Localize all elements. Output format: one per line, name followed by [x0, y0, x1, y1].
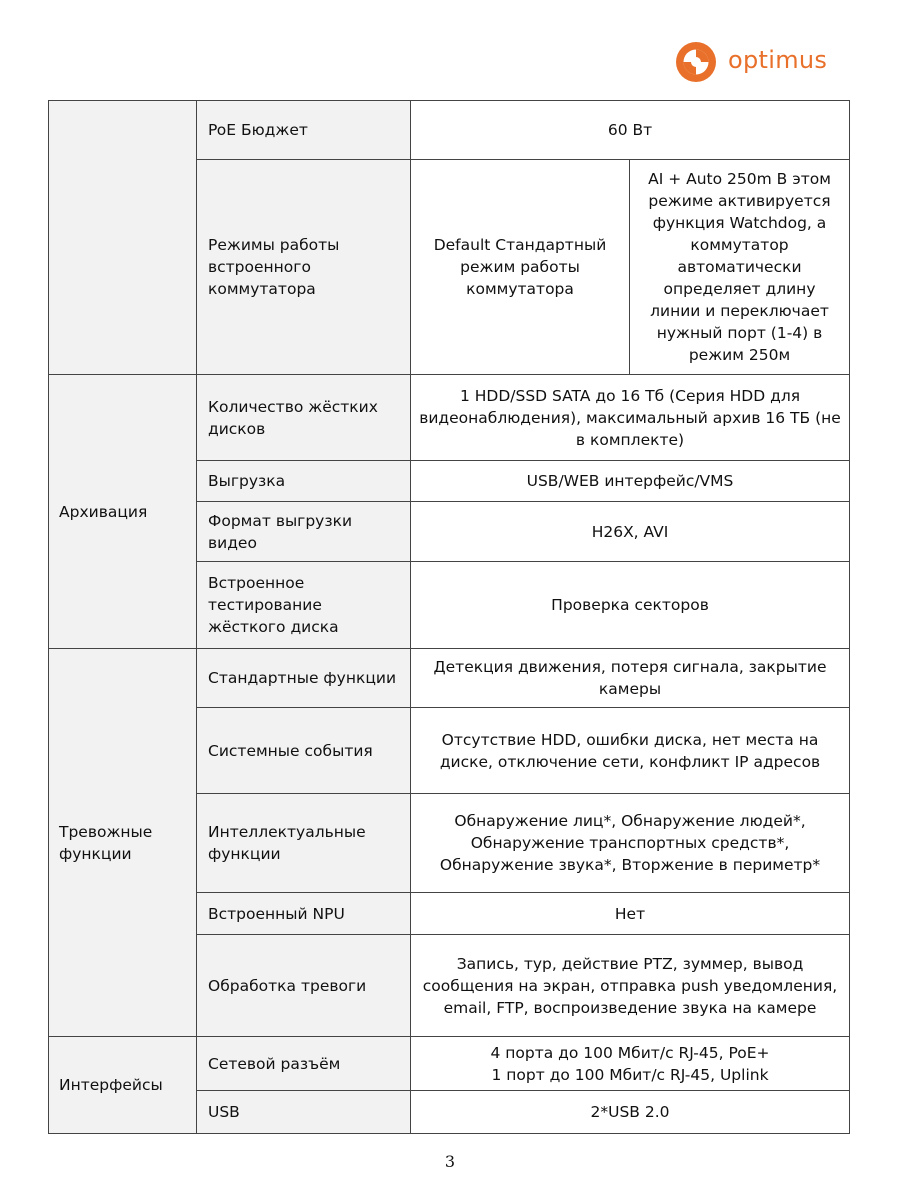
param-label: PoE Бюджет — [197, 101, 411, 160]
param-label: Выгрузка — [197, 461, 411, 502]
param-value-line: 4 порта до 100 Мбит/с RJ-45, PoE+ — [490, 1043, 770, 1062]
param-label: Интеллектуальные функции — [197, 794, 411, 893]
param-value: Обнаружение лиц*, Обнаружение людей*, Обнаружение транспортных средств*, Обнаружение звука*, Вторжение в периметр* — [411, 794, 850, 893]
param-value: Нет — [411, 893, 850, 935]
table-row — [49, 1037, 850, 1091]
page-number: 3 — [444, 1152, 456, 1171]
param-label: Сетевой разъём — [197, 1037, 411, 1091]
brand-logo — [674, 40, 827, 84]
brand-name: optimus — [728, 46, 828, 74]
param-value: 2*USB 2.0 — [411, 1091, 850, 1134]
param-label: Режимы работы встроенного коммутатора — [197, 160, 411, 375]
table-row — [49, 649, 850, 708]
group-label-alarms: Тревожные функции — [49, 649, 197, 1037]
group-cell-empty — [49, 101, 197, 375]
param-value: Детекция движения, потеря сигнала, закрытие камеры — [411, 649, 850, 708]
param-label: Количество жёстких дисков — [197, 375, 411, 461]
param-label: Стандартные функции — [197, 649, 411, 708]
table-row — [49, 375, 850, 461]
param-label: Встроенный NPU — [197, 893, 411, 935]
group-label-interfaces: Интерфейсы — [49, 1037, 197, 1134]
spec-table — [48, 100, 850, 1134]
param-label: Системные события — [197, 708, 411, 794]
param-label: USB — [197, 1091, 411, 1134]
param-value-line: 1 порт до 100 Мбит/с RJ-45, Uplink — [491, 1065, 769, 1084]
param-value: 1 HDD/SSD SATA до 16 Тб (Серия HDD для видеонаблюдения), максимальный архив 16 ТБ (не в комплекте) — [411, 375, 850, 461]
param-value: Проверка секторов — [411, 562, 850, 649]
param-value: H26X, AVI — [411, 502, 850, 562]
param-value: 60 Вт — [411, 101, 850, 160]
param-value: USB/WEB интерфейс/VMS — [411, 461, 850, 502]
param-label: Формат выгрузки видео — [197, 502, 411, 562]
param-value: Запись, тур, действие PTZ, зуммер, вывод сообщения на экран, отправка push уведомления, email, FTP, воспроизведение звука на камере — [411, 935, 850, 1037]
param-label: Обработка тревоги — [197, 935, 411, 1037]
param-value — [411, 1037, 850, 1091]
group-label-archiving: Архивация — [49, 375, 197, 649]
param-value-default-mode: Default Стандартный режим работы коммутатора — [411, 160, 630, 375]
param-label: Встроенное тестирование жёсткого диска — [197, 562, 411, 649]
optimus-logo-icon — [674, 40, 718, 84]
param-value-ai-mode: AI + Auto 250m В этом режиме активируется функция Watchdog, а коммутатор автоматически определяет длину линии и переключает нужный порт (1-4) в режим 250м — [630, 160, 850, 375]
table-row — [49, 101, 850, 160]
param-value: Отсутствие HDD, ошибки диска, нет места на диске, отключение сети, конфликт IP адресов — [411, 708, 850, 794]
